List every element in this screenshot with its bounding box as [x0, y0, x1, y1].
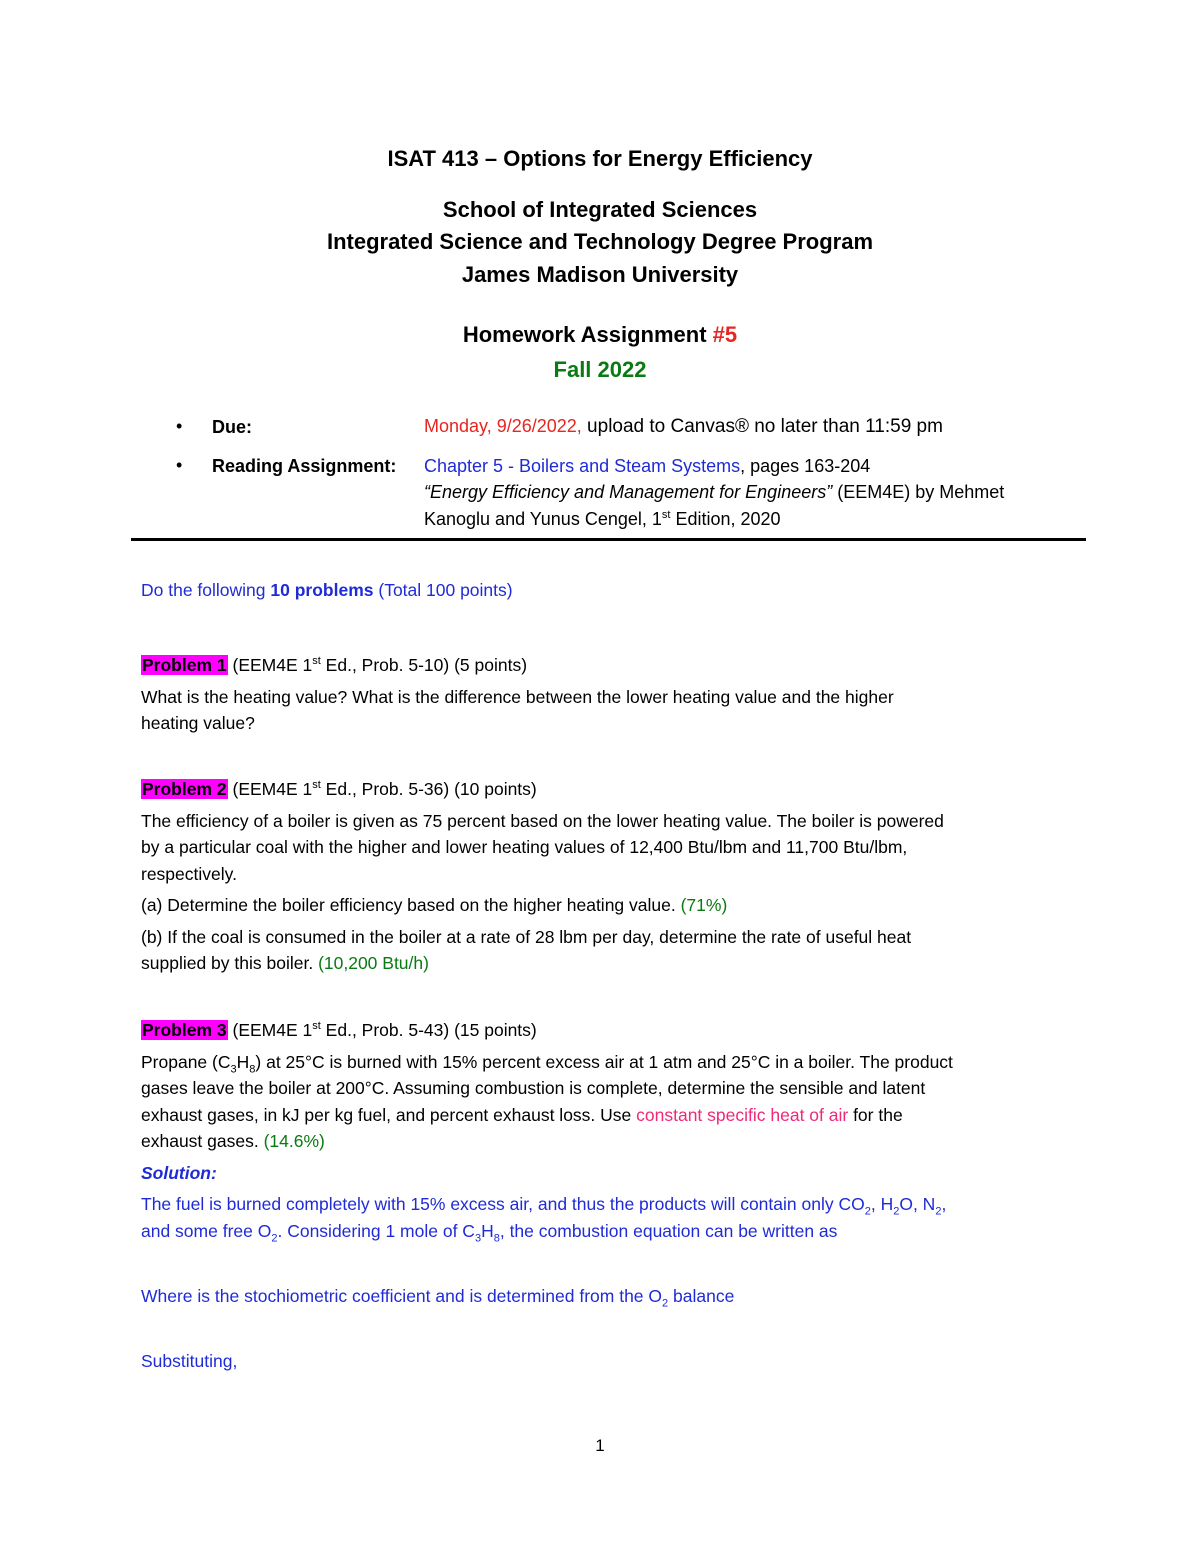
reading-label: Reading Assignment: — [212, 456, 397, 476]
t: and some free O — [141, 1220, 272, 1241]
due-date: Monday, 9/26/2022, — [424, 416, 582, 436]
t: , — [941, 1194, 947, 1214]
problem-2-part-b-cont — [141, 950, 1061, 977]
problem-2-line: respectively. — [141, 863, 237, 884]
sub: 3 — [230, 1063, 237, 1075]
bullet-icon: • — [176, 416, 183, 436]
problem-2-line: The efficiency of a boiler is given as 75 percent based on the lower heating value. The boiler is powered — [141, 810, 944, 831]
emphasis-text: constant specific heat of air — [636, 1104, 849, 1125]
assignment-title — [0, 322, 1200, 348]
t: , the combustion equation can be written as — [499, 1220, 838, 1241]
problem-3-ref-post: Ed., Prob. 5-43) (15 points) — [320, 1020, 537, 1040]
problem-1-line: What is the heating value? What is the difference between the lower heating value and the higher — [141, 686, 894, 707]
solution-line — [141, 1218, 1061, 1245]
t: ) at 25°C is burned with 15% percent excess air at 1 atm and 25°C in a boiler. The product — [255, 1051, 953, 1072]
problem-3-line: gases leave the boiler at 200°C. Assuming combustion is complete, determine the sensible and latent — [141, 1078, 926, 1098]
problem-2-ref-sup: st — [312, 779, 321, 792]
reading-value — [424, 456, 870, 477]
book-edition-sup: st — [661, 509, 671, 521]
solution-line — [141, 1191, 1061, 1218]
sub: 2 — [893, 1205, 900, 1218]
problem-2-tag: Problem 2 — [142, 779, 227, 799]
problem-1-line: heating value? — [141, 713, 255, 733]
t: exhaust gases, in kJ per kg fuel, and percent exhaust loss. Use — [141, 1104, 637, 1125]
program-name: Integrated Science and Technology Degree Program — [326, 229, 874, 254]
t: balance — [668, 1286, 735, 1306]
problem-1 — [141, 652, 1061, 737]
part-b-text: supplied by this boiler. — [141, 953, 319, 973]
sub: 2 — [271, 1232, 278, 1244]
sub: 8 — [493, 1232, 500, 1244]
problem-3-ref: (EEM4E 1 — [227, 1020, 313, 1040]
instructions-count: 10 problems — [270, 580, 374, 600]
solution-label: Solution: — [141, 1162, 217, 1183]
book-line — [424, 482, 1004, 503]
assignment-label: Homework Assignment — [462, 322, 713, 347]
t: Propane (C — [141, 1051, 231, 1072]
book-edition-rest: Edition, 2020 — [670, 509, 781, 529]
school-name: School of Integrated Sciences — [442, 197, 758, 222]
sub: 2 — [662, 1297, 669, 1310]
t: O, N — [899, 1194, 936, 1214]
problem-2-part-b: (b) If the coal is consumed in the boiler at a rate of 28 lbm per day, determine the rate of useful heat — [141, 926, 912, 947]
problem-3-line — [141, 1049, 1061, 1076]
problem-2-ref: (EEM4E 1 — [227, 779, 313, 799]
instructions-post: (Total 100 points) — [373, 580, 513, 600]
term: Fall 2022 — [553, 357, 647, 382]
sub: 2 — [864, 1205, 871, 1218]
problem-1-ref-post: Ed., Prob. 5-10) (5 points) — [320, 655, 528, 675]
page-number: 1 — [595, 1436, 605, 1455]
book-title: “Energy Efficiency and Management for Engineers” — [424, 482, 833, 502]
instructions — [141, 577, 1061, 604]
t: , H — [870, 1194, 894, 1214]
part-a-answer: (71%) — [680, 895, 728, 915]
t: for the — [848, 1104, 903, 1125]
course-title: ISAT 413 – Options for Energy Efficiency — [387, 146, 813, 171]
book-authors-line — [424, 509, 781, 530]
problem-1-heading — [141, 652, 1061, 679]
university-name: James Madison University — [461, 262, 739, 287]
t: The fuel is burned completely with 15% excess air, and thus the products will contain only CO — [141, 1194, 865, 1214]
assignment-number: #5 — [712, 322, 738, 347]
problem-2-ref-post: Ed., Prob. 5-36) (10 points) — [320, 779, 537, 799]
t: exhaust gases. — [141, 1131, 264, 1151]
problem-2-line: by a particular coal with the higher and lower heating values of 12,400 Btu/lbm and 11,700 Btu/lbm, — [141, 837, 908, 857]
due-label: Due: — [212, 417, 252, 437]
reading-pages: , pages 163-204 — [740, 456, 871, 476]
problem-3-ref-sup: st — [312, 1020, 321, 1033]
bullet-icon: • — [176, 455, 183, 475]
t: H — [236, 1051, 250, 1072]
solution-line — [141, 1283, 1061, 1310]
problem-1-ref: (EEM4E 1 — [227, 655, 313, 675]
due-rest: upload to Canvas® no later than 11:59 pm — [581, 416, 943, 437]
problem-2-part-a — [141, 892, 1061, 919]
due-value — [424, 416, 943, 438]
book-authors: Kanoglu and Yunus Cengel, 1 — [424, 509, 662, 529]
solution-line: Substituting, — [141, 1350, 238, 1371]
header-divider — [131, 538, 1086, 541]
t: H — [481, 1220, 494, 1241]
problem-3-heading — [141, 1017, 1061, 1044]
problem-1-tag: Problem 1 — [142, 655, 227, 675]
part-a-text: (a) Determine the boiler efficiency based on the higher heating value. — [141, 895, 681, 915]
sub: 3 — [474, 1232, 482, 1244]
t: Where is the stochiometric coefficient and is determined from the O — [141, 1286, 663, 1306]
sub: 8 — [249, 1063, 256, 1075]
book-rest: (EEM4E) by Mehmet — [832, 482, 1005, 502]
instructions-pre: Do the following — [141, 580, 271, 600]
problem-3 — [141, 1017, 1061, 1374]
problem-3-answer: (14.6%) — [263, 1131, 325, 1151]
part-b-answer: (10,200 Btu/h) — [318, 953, 429, 973]
problem-2 — [141, 776, 1061, 977]
t: . Considering 1 mole of C — [277, 1220, 475, 1241]
sub: 2 — [935, 1205, 942, 1218]
problem-3-line — [141, 1128, 1061, 1155]
problem-3-line — [141, 1102, 1061, 1129]
reading-chapter: Chapter 5 - Boilers and Steam Systems — [424, 456, 741, 476]
problem-3-tag: Problem 3 — [142, 1020, 227, 1040]
problem-2-heading — [141, 776, 1061, 803]
problem-1-ref-sup: st — [312, 655, 321, 668]
